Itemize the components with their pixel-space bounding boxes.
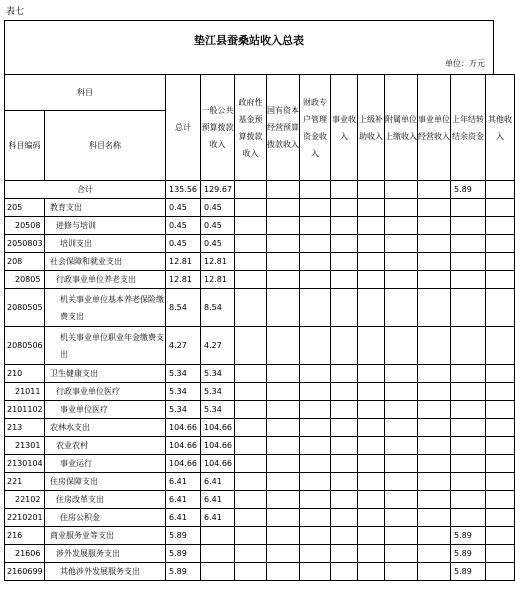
empty-cell (385, 509, 418, 527)
empty-cell (331, 253, 358, 271)
empty-cell (300, 327, 331, 365)
row-carry (451, 509, 486, 527)
empty-cell (235, 327, 267, 365)
empty-cell (418, 491, 451, 509)
empty-cell (300, 253, 331, 271)
empty-cell (418, 509, 451, 527)
empty-cell (331, 455, 358, 473)
empty-cell (486, 253, 515, 271)
empty-cell (385, 545, 418, 563)
table-row (5, 527, 515, 545)
empty-cell (385, 271, 418, 289)
empty-cell (358, 383, 385, 401)
header-special-account: 财政专户管理资金收入 (300, 75, 331, 181)
empty-cell (267, 455, 300, 473)
table-row (5, 253, 515, 271)
row-name: 机关事业单位职业年金缴费支出 (45, 327, 166, 365)
empty-cell (331, 401, 358, 419)
row-carry (451, 217, 486, 235)
row-name: 其他涉外发展服务支出 (45, 563, 166, 581)
row-name: 进修与培训 (45, 217, 166, 235)
empty-cell (486, 491, 515, 509)
empty-cell (486, 509, 515, 527)
row-name: 培训支出 (45, 235, 166, 253)
row-name: 农林水支出 (45, 419, 166, 437)
row-carry (451, 437, 486, 455)
empty-cell (486, 327, 515, 365)
empty-cell (358, 419, 385, 437)
empty-cell (385, 289, 418, 327)
empty-cell (358, 327, 385, 365)
row-general: 6.41 (201, 509, 235, 527)
row-total: 6.41 (166, 473, 201, 491)
header-name: 科目名称 (45, 111, 166, 181)
empty-cell (267, 491, 300, 509)
empty-cell (418, 545, 451, 563)
row-name: 商业服务业等支出 (45, 527, 166, 545)
header-state-capital: 国有资本经营预算拨款收入 (267, 75, 300, 181)
table-row (5, 473, 515, 491)
row-carry (451, 327, 486, 365)
empty-cell (300, 509, 331, 527)
empty-cell (267, 527, 300, 545)
empty-cell (300, 491, 331, 509)
empty-cell (331, 327, 358, 365)
empty-cell (418, 217, 451, 235)
empty-cell (300, 473, 331, 491)
empty-cell (358, 545, 385, 563)
row-total: 6.41 (166, 491, 201, 509)
empty-cell (331, 383, 358, 401)
empty-cell (235, 527, 267, 545)
row-general: 6.41 (201, 491, 235, 509)
total-general: 129.67 (201, 181, 235, 199)
header-subject: 科目 (5, 75, 166, 111)
row-code: 2160699 (5, 563, 45, 581)
empty-cell (300, 199, 331, 217)
table-tag: 表七 (6, 7, 25, 17)
row-carry (451, 491, 486, 509)
empty-cell (235, 509, 267, 527)
empty-cell (235, 235, 267, 253)
empty-cell (300, 455, 331, 473)
row-general: 12.81 (201, 271, 235, 289)
empty-cell (358, 491, 385, 509)
empty-cell (385, 527, 418, 545)
table-row (5, 491, 515, 509)
empty-cell (486, 401, 515, 419)
row-carry (451, 235, 486, 253)
table-row (5, 545, 515, 563)
page-title: 垫江县蚕桑站收入总表 (194, 34, 304, 47)
empty-cell (300, 383, 331, 401)
row-code: 221 (5, 473, 45, 491)
empty-cell (331, 491, 358, 509)
empty-cell (235, 401, 267, 419)
table-row (5, 509, 515, 527)
empty-cell (235, 199, 267, 217)
empty-cell (235, 473, 267, 491)
empty-cell (267, 383, 300, 401)
header-superior: 上级补助收入 (358, 75, 385, 181)
empty-cell (235, 217, 267, 235)
row-code: 2101102 (5, 401, 45, 419)
empty-cell (385, 383, 418, 401)
row-total: 104.66 (166, 455, 201, 473)
row-carry (451, 253, 486, 271)
row-total: 12.81 (166, 271, 201, 289)
empty-cell (267, 563, 300, 581)
row-total: 5.89 (166, 545, 201, 563)
total-row (5, 181, 515, 199)
empty-cell (235, 545, 267, 563)
empty-cell (235, 419, 267, 437)
empty-cell (385, 437, 418, 455)
header-gov-fund: 政府性基金预算拨款收入 (235, 75, 267, 181)
row-code: 21011 (5, 383, 45, 401)
row-total: 12.81 (166, 253, 201, 271)
row-general: 4.27 (201, 327, 235, 365)
row-carry (451, 401, 486, 419)
row-code: 2080506 (5, 327, 45, 365)
empty-cell (486, 289, 515, 327)
empty-cell (267, 401, 300, 419)
row-carry: 5.89 (451, 563, 486, 581)
row-name: 农业农村 (45, 437, 166, 455)
row-name: 行政事业单位医疗 (45, 383, 166, 401)
row-code: 20508 (5, 217, 45, 235)
empty-cell (358, 509, 385, 527)
row-carry (451, 289, 486, 327)
empty-cell (267, 327, 300, 365)
table-row (5, 327, 515, 365)
empty-cell (331, 271, 358, 289)
row-name: 住房保障支出 (45, 473, 166, 491)
header-operation: 事业单位经营收入 (418, 75, 451, 181)
empty-cell (235, 455, 267, 473)
empty-cell (235, 383, 267, 401)
empty-cell (486, 545, 515, 563)
row-general: 0.45 (201, 235, 235, 253)
empty-cell (331, 473, 358, 491)
empty-cell (486, 235, 515, 253)
empty-cell (418, 473, 451, 491)
header-code: 科目编码 (5, 111, 45, 181)
empty-cell (358, 401, 385, 419)
table-row (5, 289, 515, 327)
table-row (5, 455, 515, 473)
table-row (5, 563, 515, 581)
row-name: 事业单位医疗 (45, 401, 166, 419)
empty-cell (358, 455, 385, 473)
empty-cell (358, 271, 385, 289)
empty-cell (358, 437, 385, 455)
empty-cell (235, 289, 267, 327)
row-code: 22102 (5, 491, 45, 509)
header-business: 事业收入 (331, 75, 358, 181)
empty-cell (385, 199, 418, 217)
empty-cell (331, 365, 358, 383)
empty-cell (418, 563, 451, 581)
empty-cell (267, 509, 300, 527)
row-carry (451, 419, 486, 437)
empty-cell (486, 271, 515, 289)
empty-cell (486, 383, 515, 401)
empty-cell (300, 437, 331, 455)
empty-cell (267, 365, 300, 383)
row-total: 5.34 (166, 365, 201, 383)
row-carry (451, 365, 486, 383)
row-total: 5.89 (166, 563, 201, 581)
empty-cell (385, 491, 418, 509)
title-box (4, 20, 494, 53)
empty-cell (385, 365, 418, 383)
empty-cell (331, 235, 358, 253)
table-row (5, 437, 515, 455)
row-general: 5.34 (201, 365, 235, 383)
empty-cell (418, 401, 451, 419)
empty-cell (418, 383, 451, 401)
empty-cell (358, 199, 385, 217)
row-code: 205 (5, 199, 45, 217)
row-general: 5.34 (201, 383, 235, 401)
empty-cell (385, 401, 418, 419)
empty-cell (418, 327, 451, 365)
empty-cell (267, 235, 300, 253)
empty-cell (267, 419, 300, 437)
header-total: 总计 (166, 75, 201, 181)
row-general: 104.66 (201, 419, 235, 437)
row-total: 104.66 (166, 419, 201, 437)
empty-cell (358, 217, 385, 235)
empty-cell (358, 235, 385, 253)
empty-cell (385, 473, 418, 491)
empty-cell (486, 365, 515, 383)
empty-cell (385, 563, 418, 581)
row-name: 住房改革支出 (45, 491, 166, 509)
row-general: 104.66 (201, 455, 235, 473)
table-row (5, 271, 515, 289)
empty-cell (418, 527, 451, 545)
empty-cell (418, 199, 451, 217)
empty-cell (331, 437, 358, 455)
empty-cell (235, 563, 267, 581)
empty-cell (300, 419, 331, 437)
table-row (5, 235, 515, 253)
row-carry (451, 199, 486, 217)
empty-cell (418, 289, 451, 327)
row-total: 0.45 (166, 199, 201, 217)
row-name: 社会保障和就业支出 (45, 253, 166, 271)
row-total: 5.34 (166, 383, 201, 401)
empty-cell (358, 563, 385, 581)
empty-cell (267, 199, 300, 217)
row-general: 12.81 (201, 253, 235, 271)
empty-cell (267, 473, 300, 491)
row-carry (451, 473, 486, 491)
row-general: 6.41 (201, 473, 235, 491)
row-general (201, 563, 235, 581)
empty-cell (486, 473, 515, 491)
empty-cell (486, 217, 515, 235)
empty-cell (300, 289, 331, 327)
empty-cell (418, 253, 451, 271)
empty-cell (385, 253, 418, 271)
empty-cell (486, 455, 515, 473)
empty-cell (331, 217, 358, 235)
row-code: 216 (5, 527, 45, 545)
header-affiliated: 附属单位上缴收入 (385, 75, 418, 181)
empty-cell (267, 271, 300, 289)
empty-cell (331, 289, 358, 327)
empty-cell (300, 527, 331, 545)
row-general (201, 527, 235, 545)
row-carry: 5.89 (451, 527, 486, 545)
unit-label: 单位：万元 (445, 59, 485, 68)
header-carryover: 上年结转结余资金 (451, 75, 486, 181)
row-carry (451, 383, 486, 401)
empty-cell (418, 455, 451, 473)
row-general: 0.45 (201, 217, 235, 235)
empty-cell (486, 199, 515, 217)
empty-cell (385, 235, 418, 253)
row-code: 21606 (5, 545, 45, 563)
total-value: 135.56 (166, 181, 201, 199)
income-table (4, 74, 515, 581)
row-name: 事业运行 (45, 455, 166, 473)
row-total: 8.54 (166, 289, 201, 327)
row-total: 6.41 (166, 509, 201, 527)
empty-cell (267, 545, 300, 563)
row-total: 0.45 (166, 235, 201, 253)
empty-cell (486, 527, 515, 545)
row-total: 0.45 (166, 217, 201, 235)
row-name: 卫生健康支出 (45, 365, 166, 383)
row-code: 208 (5, 253, 45, 271)
empty-cell (486, 437, 515, 455)
header-other: 其他收入 (486, 75, 515, 181)
row-name: 机关事业单位基本养老保险缴费支出 (45, 289, 166, 327)
row-name: 涉外发展服务支出 (45, 545, 166, 563)
row-code: 21301 (5, 437, 45, 455)
empty-cell (300, 365, 331, 383)
empty-cell (486, 419, 515, 437)
empty-cell (385, 217, 418, 235)
empty-cell (385, 327, 418, 365)
empty-cell (331, 199, 358, 217)
empty-cell (418, 235, 451, 253)
total-label: 合计 (5, 181, 166, 199)
empty-cell (331, 545, 358, 563)
row-code: 213 (5, 419, 45, 437)
empty-cell (300, 563, 331, 581)
row-total: 104.66 (166, 437, 201, 455)
row-code: 210 (5, 365, 45, 383)
row-carry (451, 271, 486, 289)
empty-cell (358, 473, 385, 491)
empty-cell (300, 401, 331, 419)
row-total: 4.27 (166, 327, 201, 365)
empty-cell (385, 455, 418, 473)
empty-cell (418, 419, 451, 437)
row-name: 住房公积金 (45, 509, 166, 527)
empty-cell (235, 253, 267, 271)
empty-cell (300, 545, 331, 563)
table-row (5, 217, 515, 235)
empty-cell (235, 365, 267, 383)
empty-cell (331, 527, 358, 545)
row-code: 2210201 (5, 509, 45, 527)
table-row (5, 199, 515, 217)
empty-cell (358, 527, 385, 545)
table-row (5, 383, 515, 401)
empty-cell (235, 491, 267, 509)
empty-cell (358, 365, 385, 383)
empty-cell (267, 253, 300, 271)
header-general: 一般公共预算拨款收入 (201, 75, 235, 181)
row-general: 8.54 (201, 289, 235, 327)
table-row (5, 419, 515, 437)
table-row (5, 401, 515, 419)
row-code: 2080505 (5, 289, 45, 327)
empty-cell (418, 365, 451, 383)
empty-cell (300, 271, 331, 289)
empty-cell (235, 271, 267, 289)
empty-cell (235, 437, 267, 455)
table-row (5, 365, 515, 383)
empty-cell (358, 253, 385, 271)
row-general (201, 545, 235, 563)
row-carry (451, 455, 486, 473)
row-code: 2050803 (5, 235, 45, 253)
row-general: 104.66 (201, 437, 235, 455)
row-name: 行政事业单位养老支出 (45, 271, 166, 289)
row-code: 20805 (5, 271, 45, 289)
empty-cell (418, 271, 451, 289)
empty-cell (300, 217, 331, 235)
empty-cell (267, 437, 300, 455)
total-carry: 5.89 (451, 181, 486, 199)
empty-cell (267, 289, 300, 327)
row-general: 5.34 (201, 401, 235, 419)
empty-cell (267, 217, 300, 235)
empty-cell (358, 289, 385, 327)
empty-cell (331, 509, 358, 527)
empty-cell (331, 419, 358, 437)
row-total: 5.34 (166, 401, 201, 419)
unit-row (4, 53, 494, 74)
empty-cell (486, 563, 515, 581)
empty-cell (331, 563, 358, 581)
empty-cell (300, 235, 331, 253)
empty-cell (418, 437, 451, 455)
empty-cell (385, 419, 418, 437)
row-code: 2130104 (5, 455, 45, 473)
row-carry: 5.89 (451, 545, 486, 563)
row-name: 教育支出 (45, 199, 166, 217)
row-total: 5.89 (166, 527, 201, 545)
row-general: 0.45 (201, 199, 235, 217)
